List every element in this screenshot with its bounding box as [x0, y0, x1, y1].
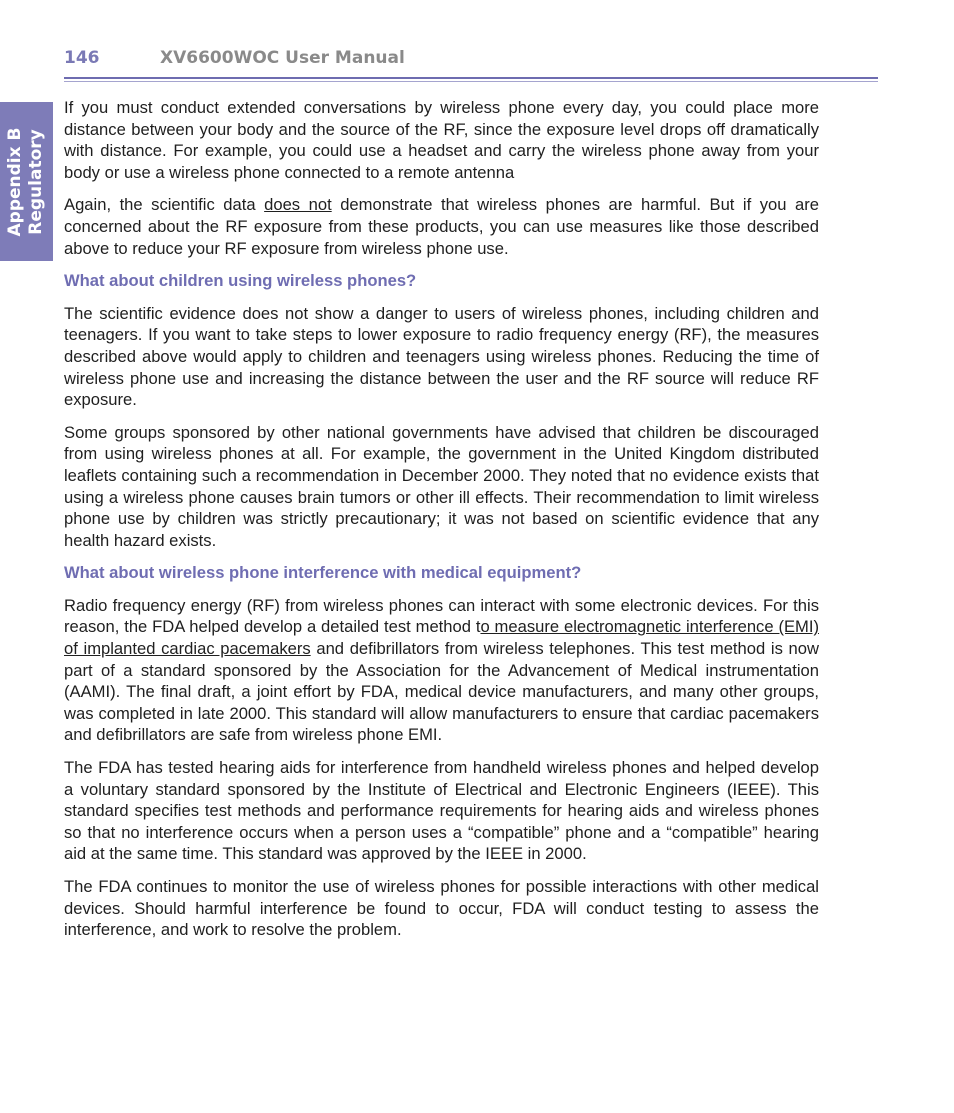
page-header	[64, 46, 878, 70]
paragraph-text: and defibrillators from wireless telephones. This test method is now part of a standard sponsored by the Association for the Advancement of Medical instrumentation (AAMI). The final draft, a joint effort by FDA, medical device manufacturers, and many other groups, was completed in late 2000. This standard will allow manufacturers to ensure that cardiac pacemakers and defibrillators are safe from wireless phone EMI.	[64, 639, 819, 745]
underlined-text: o measure electromagnetic interference (EMI) of implanted cardiac pacemakers	[64, 617, 819, 659]
heading-children: What about children using wireless phones?	[64, 271, 417, 291]
page-number: 146	[64, 48, 100, 68]
paragraph-uk-recommendation: Some groups sponsored by other national governments have advised that children be discouraged from using wireless phones at all. For example, the government in the United Kingdom distributed leaflets containing such a recommendation in December 2000. They noted that no evidence exists that using a wireless phone causes brain tumors or other ill effects. Their recommendation to limit wireless phone use by children was strictly precautionary; it was not based on scientific evidence that any health hazard exists.	[64, 422, 819, 550]
side-tab-line-1: Appendix B	[5, 127, 25, 237]
paragraph-children-evidence: The scientific evidence does not show a danger to users of wireless phones, including children and teenagers. If you want to take steps to lower exposure to radio frequency energy (RF), the measures described above would apply to children and teenagers using wireless phones. Reducing the time of wireless phone use and increasing the distance between the user and the RF source will reduce RF exposure.	[64, 303, 819, 410]
paragraph-extended-conversations: If you must conduct extended conversations by wireless phone every day, you could place more distance between your body and the source of the RF, since the exposure level drops off dramatically with distance. For example, you could use a headset and carry the wireless phone away from your body or use a wireless phone connected to a remote antenna	[64, 98, 819, 182]
paragraph-fda-monitoring: The FDA continues to monitor the use of wireless phones for possible interactions with other medical devices. Should harmful interference be found to occur, FDA will conduct testing to assess the interference, and work to resolve the problem.	[64, 877, 819, 940]
appendix-side-tab	[0, 102, 53, 261]
header-rule-thick	[64, 77, 878, 79]
underlined-text: does not	[264, 195, 332, 215]
side-tab-line-2: Regulatory	[26, 129, 46, 235]
header-rule-thin	[64, 81, 878, 82]
paragraph-text: Radio frequency energy (RF) from wireless phones can interact with some electronic devices. For this reason, the FDA helped develop a detailed test method t	[64, 595, 819, 637]
paragraph-pacemakers	[64, 595, 819, 746]
paragraph-scientific-data	[64, 194, 819, 259]
side-tab-label	[5, 128, 47, 237]
page-body	[64, 97, 819, 952]
manual-title: XV6600WOC User Manual	[160, 48, 405, 68]
paragraph-text: Again, the scientific data	[64, 195, 265, 215]
paragraph-hearing-aids: The FDA has tested hearing aids for interference from handheld wireless phones and helped develop a voluntary standard sponsored by the Institute of Electrical and Electronic Engineers (IEEE). This standard specifies test methods and performance requirements for hearing aids and wireless phones so that no interference occurs when a person uses a “compatible” phone and a “compatible” hearing aid at the same time. This standard was approved by the IEEE in 2000.	[64, 758, 819, 864]
heading-medical-interference: What about wireless phone interference with medical equipment?	[64, 563, 582, 583]
paragraph-text: demonstrate that wireless phones are harmful. But if you are concerned about the RF exposure from these products, you can use measures like those described above to reduce your RF exposure from wireless phone use.	[64, 195, 819, 258]
